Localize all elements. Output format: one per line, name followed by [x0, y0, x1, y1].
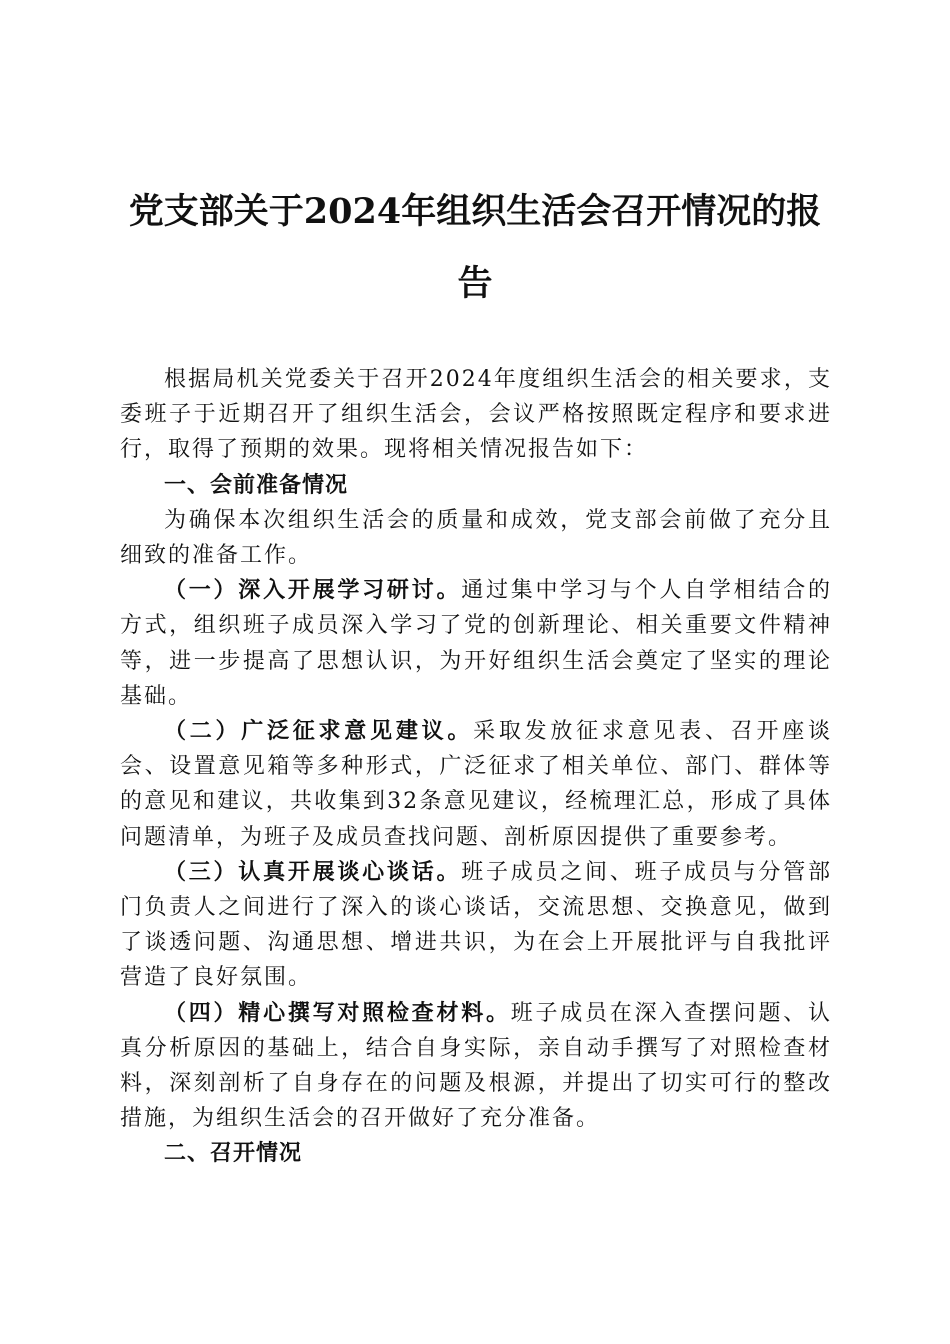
item-title-study: （一）深入开展学习研讨。 [164, 577, 462, 604]
item-title-opinions: （二）广泛征求意见建议。 [164, 718, 474, 745]
item-title-talks: （三）认真开展谈心谈话。 [164, 858, 462, 885]
section-heading-preparation: 一、会前准备情况 [164, 472, 349, 498]
document-body [120, 362, 832, 1172]
item-text-study: 通过集中学习与个人自学相结合的方式，组织班子成员深入学习了党的创新理论、相关重要文件精神等，进一步提高了思想认识，为开好组织生活会奠定了坚实的理论基础。 [120, 578, 832, 709]
item-paragraph-talks [120, 855, 832, 996]
item-text-talks: 班子成员之间、班子成员与分管部门负责人之间进行了深入的谈心谈话，交流思想、交换意见，做到了谈透问题、沟通思想、增进共识，为在会上开展批评与自我批评营造了良好氛围。 [120, 859, 832, 991]
item-title-materials: （四）精心撰写对照检查材料。 [164, 999, 511, 1026]
document-title: 党支部关于2024年组织生活会召开情况的报告 [128, 191, 822, 304]
section-heading-meeting: 二、召开情况 [164, 1141, 303, 1167]
intro-paragraph: 根据局机关党委关于召开2024年度组织生活会的相关要求，支委班子于近期召开了组织生活会，会议严格按照既定程序和要求进行，取得了预期的效果。现将相关情况报告如下： [120, 367, 832, 463]
item-text-materials: 班子成员在深入查摆问题、认真分析原因的基础上，结合自身实际，亲自动手撰写了对照检查材料，深刻剖析了自身存在的问题及根源，并提出了切实可行的整改措施，为组织生活会的召开做好了充分准备。 [120, 1000, 832, 1132]
section-lead-paragraph: 为确保本次组织生活会的质量和成效，党支部会前做了充分且细致的准备工作。 [120, 507, 832, 569]
item-paragraph-study [120, 573, 832, 714]
item-paragraph-opinions [120, 714, 832, 855]
item-paragraph-materials [120, 996, 832, 1137]
item-text-opinions: 采取发放征求意见表、召开座谈会、设置意见箱等多种形式，广泛征求了相关单位、部门、群体等的意见和建议，共收集到32条意见建议，经梳理汇总，形成了具体问题清单，为班子及成员查找问题、剖析原因提供了重要参考。 [120, 719, 832, 850]
